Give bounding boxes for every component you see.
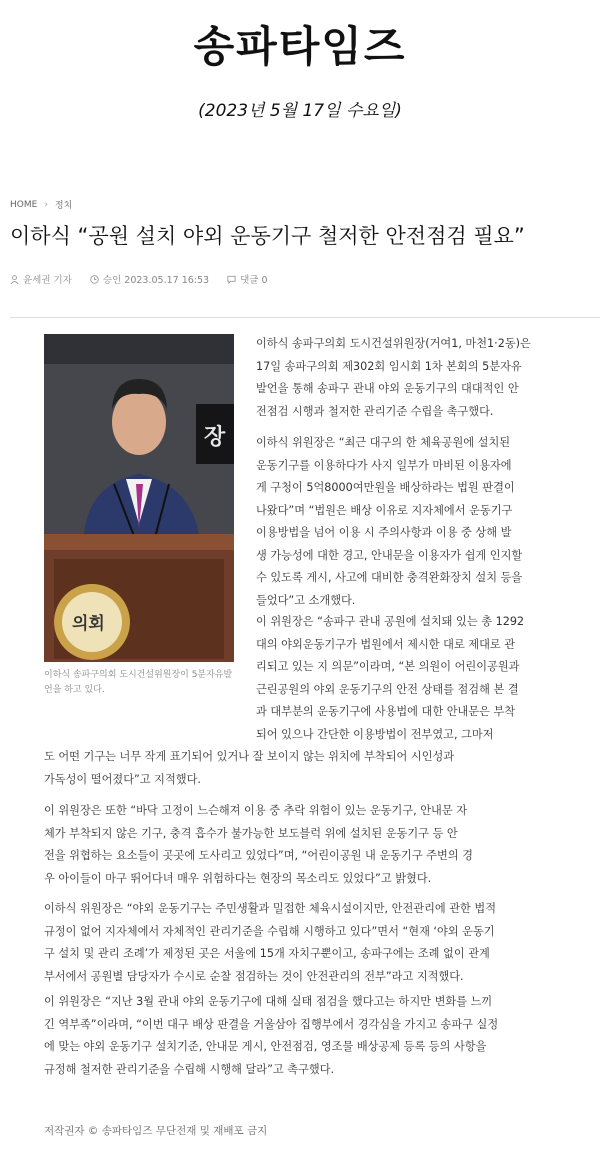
paragraph-line: 17일 송파구의회 제302회 임시회 1차 본회의 5분자유 xyxy=(256,359,522,373)
paragraph-line: 부서에서 공원별 담당자가 수시로 순찰 점검하는 것이 안전관리의 전부”라고 지적했다. xyxy=(44,969,464,983)
paragraph-line: 생 가능성에 대한 경고, 안내문을 이용자가 쉽게 인지할 xyxy=(256,548,523,562)
paragraph-line: 이 위원장은 “지난 3월 관내 야외 운동기구에 대해 실태 점검을 했다고는 하지만 변화를 느끼 xyxy=(44,995,493,1008)
paragraph-line: 근린공원의 야외 운동기구의 안전 상태를 점검해 본 결 xyxy=(256,682,519,696)
paragraph-3-continued xyxy=(44,746,554,791)
paragraph-line: 과 대부분의 운동기구에 사용법에 대한 안내문은 부착 xyxy=(256,705,516,718)
copyright-notice: 저작권자 © 송파타임즈 무단전재 및 재배포 금지 xyxy=(44,1125,268,1137)
article-meta xyxy=(10,272,286,286)
photo-caption: 이하식 송파구의회 도시건설위원장이 5분자유발언을 하고 있다. xyxy=(44,670,233,695)
clock-icon xyxy=(90,275,99,284)
publication-date: (2023년 5월 17일 수요일) xyxy=(198,101,402,121)
author-meta xyxy=(10,272,72,286)
paragraph-line: 가독성이 떨어졌다”고 지적했다. xyxy=(44,772,201,786)
paragraph-4 xyxy=(44,800,554,890)
paragraph-line: 발언을 통해 송파구 관내 야외 운동기구의 대대적인 안 xyxy=(256,382,519,395)
paragraph-line: 긴 역부족”이라며, “이번 대구 배상 판결을 거울삼아 집행부에서 경각심을 가지고 송파구 실정 xyxy=(44,1017,499,1031)
paragraph-line: 규정해 철저한 관리기준을 수립해 시행해 달라”고 촉구했다. xyxy=(44,1062,335,1076)
paragraph-line: 이 위원장은 또한 “바닥 고정이 느슨해져 이용 중 추락 위험이 있는 운동기구, 안내문 자 xyxy=(44,804,468,817)
paragraph-line: 구 설치 및 관리 조례’가 제정된 곳은 서울에 15개 자치구뿐이고, 송파구에는 조례 없이 관계 xyxy=(44,947,490,960)
paragraph-2 xyxy=(256,432,552,612)
article-photo[interactable] xyxy=(44,334,234,662)
chevron-right-icon: › xyxy=(44,199,48,210)
paragraph-line: 들었다”고 소개했다. xyxy=(256,593,356,607)
paragraph-line: 이하식 송파구의회 도시건설위원장(거여1, 마천1·2동)은 xyxy=(256,337,531,350)
paragraph-6 xyxy=(44,991,554,1081)
paragraph-line: 운동기구를 이용하다가 사지 일부가 마비된 이용자에 xyxy=(256,458,512,472)
paragraph-line: 규정이 없어 지자체에서 자체적인 관리기준을 수립해 시행하고 있다”면서 “현재 ‘야외 운동기 xyxy=(44,924,495,938)
paragraph-line: 이하식 위원장은 “최근 대구의 한 체육공원에 설치된 xyxy=(256,436,511,449)
paragraph-line: 대의 야외운동기구가 법원에서 제시한 대로 제대로 관 xyxy=(256,637,516,651)
paragraph-line: 에 맞는 야외 운동기구 설치기준, 안내문 게시, 안전점검, 영조물 배상공제 등록 등의 사항을 xyxy=(44,1040,487,1053)
paragraph-line: 전점검 시행과 철저한 관리기준 수립을 촉구했다. xyxy=(256,404,494,418)
breadcrumb xyxy=(10,198,72,211)
approved-meta xyxy=(90,272,209,286)
paragraph-line: 리되고 있는 지 의문”이라며, “본 의원이 어린이공원과 xyxy=(256,660,520,673)
comments-meta[interactable] xyxy=(227,272,267,286)
paragraph-line: 되어 있으나 간단한 이용방법이 전부였고, 그마저 xyxy=(256,727,494,741)
breadcrumb-home[interactable]: HOME xyxy=(10,199,38,210)
paragraph-line: 체가 부착되지 않은 기구, 충격 흡수가 불가능한 보도블럭 위에 설치된 운동기구 등 안 xyxy=(44,826,458,840)
placard-text: 의회 xyxy=(72,614,105,634)
masthead: 송파타임즈 xyxy=(193,22,407,71)
paragraph-3 xyxy=(256,611,552,746)
header-divider xyxy=(10,317,600,318)
breadcrumb-section[interactable]: 정치 xyxy=(54,201,73,211)
paragraph-line: 이하식 위원장은 “야외 운동기구는 주민생활과 밀접한 체육시설이지만, 안전관리에 관한 법적 xyxy=(44,902,497,915)
paragraph-line: 게 구청이 5억8000여만원을 배상하라는 법원 판결이 xyxy=(256,481,515,494)
author-name[interactable]: 윤세권 기자 xyxy=(23,275,72,286)
article-headline: 이하식 “공원 설치 야외 운동기구 철저한 안전점검 필요” xyxy=(10,224,525,248)
comment-count[interactable]: 댓글 0 xyxy=(240,275,268,286)
paragraph-line: 전을 위협하는 요소들이 곳곳에 도사리고 있었다”며, “어린이공원 내 운동기구 주변의 경 xyxy=(44,849,473,862)
paragraph-line: 도 어떤 기구는 너무 작게 표기되어 있거나 잘 보이지 않는 위치에 부착되어 시인성과 xyxy=(44,750,455,763)
paragraph-5 xyxy=(44,898,554,988)
paragraph-line: 나왔다”며 “법원은 배상 이유로 지자체에서 운동기구 xyxy=(256,503,513,517)
paragraph-1 xyxy=(256,333,552,423)
paragraph-line: 수 있도록 게시, 사고에 대비한 충격완화장치 설치 등을 xyxy=(256,571,523,584)
paragraph-line: 이 위원장은 “송파구 관내 공원에 설치돼 있는 총 1292 xyxy=(256,615,525,628)
desk-sign-text: 장 xyxy=(204,425,226,450)
paragraph-line: 이용방법을 넘어 이용 시 주의사항과 이용 중 상해 발 xyxy=(256,526,512,539)
comment-icon xyxy=(227,275,236,284)
speaker-photo-illustration xyxy=(44,334,234,662)
paragraph-line: 우 아이들이 마구 뛰어다녀 매우 위험하다는 현장의 목소리도 있었다”고 밝혔다. xyxy=(44,871,432,885)
approved-time: 승인 2023.05.17 16:53 xyxy=(102,275,210,286)
user-icon xyxy=(10,275,19,284)
